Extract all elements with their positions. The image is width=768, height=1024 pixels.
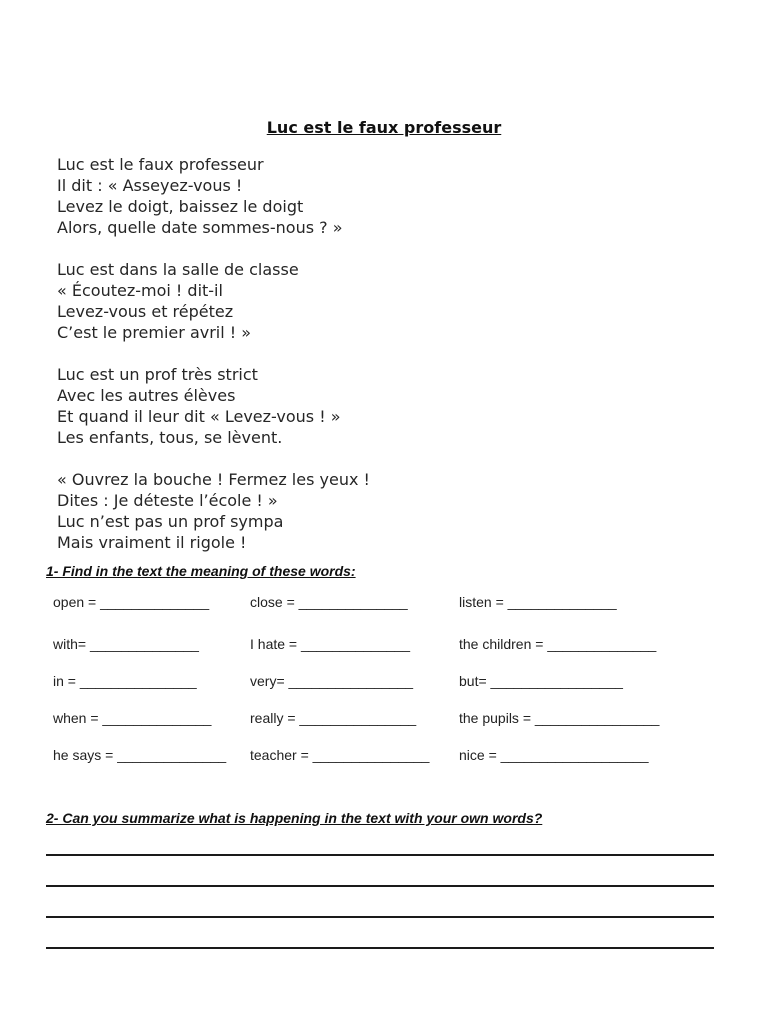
vocab-row: [53, 634, 733, 654]
poem-line: Avec les autres élèves: [57, 386, 236, 405]
vocab-item[interactable]: close = ______________: [250, 594, 408, 610]
question-2-heading: 2- Can you summarize what is happening in the text with your own words?: [46, 810, 543, 826]
vocab-item[interactable]: nice = ___________________: [459, 747, 649, 763]
vocab-row: [53, 671, 733, 691]
vocab-item[interactable]: with= ______________: [53, 636, 199, 652]
vocab-item[interactable]: in = _______________: [53, 673, 197, 689]
poem-stanza-2: [57, 259, 477, 343]
question-1-heading: 1- Find in the text the meaning of these words:: [46, 563, 356, 579]
vocab-item[interactable]: really = _______________: [250, 710, 417, 726]
poem-line: Dites : Je déteste l’école ! »: [57, 491, 278, 510]
vocab-item[interactable]: he says = ______________: [53, 747, 227, 763]
poem-line: « Ouvrez la bouche ! Fermez les yeux !: [57, 470, 370, 489]
vocab-item[interactable]: the pupils = ________________: [459, 710, 660, 726]
vocab-item[interactable]: listen = ______________: [459, 594, 617, 610]
vocab-row: [53, 592, 733, 612]
vocab-item[interactable]: open = ______________: [53, 594, 210, 610]
poem-line: Mais vraiment il rigole !: [57, 533, 247, 552]
vocab-item[interactable]: when = ______________: [53, 710, 212, 726]
poem-line: « Écoutez-moi ! dit-il: [57, 281, 223, 300]
vocab-item[interactable]: but= _________________: [459, 673, 623, 689]
vocab-item[interactable]: I hate = ______________: [250, 636, 410, 652]
poem-line: Les enfants, tous, se lèvent.: [57, 428, 283, 447]
answer-line[interactable]: [46, 947, 714, 949]
poem-line: C’est le premier avril ! »: [57, 323, 252, 342]
poem: [57, 154, 477, 574]
poem-line: Il dit : « Asseyez-vous !: [57, 176, 243, 195]
poem-stanza-4: [57, 469, 477, 553]
worksheet-title: Luc est le faux professeur: [266, 118, 502, 137]
vocab-item[interactable]: the children = ______________: [459, 636, 657, 652]
answer-line[interactable]: [46, 885, 714, 887]
vocab-item[interactable]: teacher = _______________: [250, 747, 430, 763]
poem-stanza-3: [57, 364, 477, 448]
vocab-row: [53, 745, 733, 765]
poem-stanza-1: [57, 154, 477, 238]
poem-line: Levez-vous et répétez: [57, 302, 234, 321]
poem-line: Et quand il leur dit « Levez-vous ! »: [57, 407, 341, 426]
poem-line: Luc est dans la salle de classe: [57, 260, 299, 279]
poem-line: Luc est le faux professeur: [57, 155, 264, 174]
poem-line: Levez le doigt, baissez le doigt: [57, 197, 304, 216]
vocab-row: [53, 708, 733, 728]
poem-line: Luc n’est pas un prof sympa: [57, 512, 284, 531]
vocab-item[interactable]: very= ________________: [250, 673, 414, 689]
answer-line[interactable]: [46, 854, 714, 856]
poem-line: Alors, quelle date sommes-nous ? »: [57, 218, 343, 237]
poem-line: Luc est un prof très strict: [57, 365, 258, 384]
answer-line[interactable]: [46, 916, 714, 918]
